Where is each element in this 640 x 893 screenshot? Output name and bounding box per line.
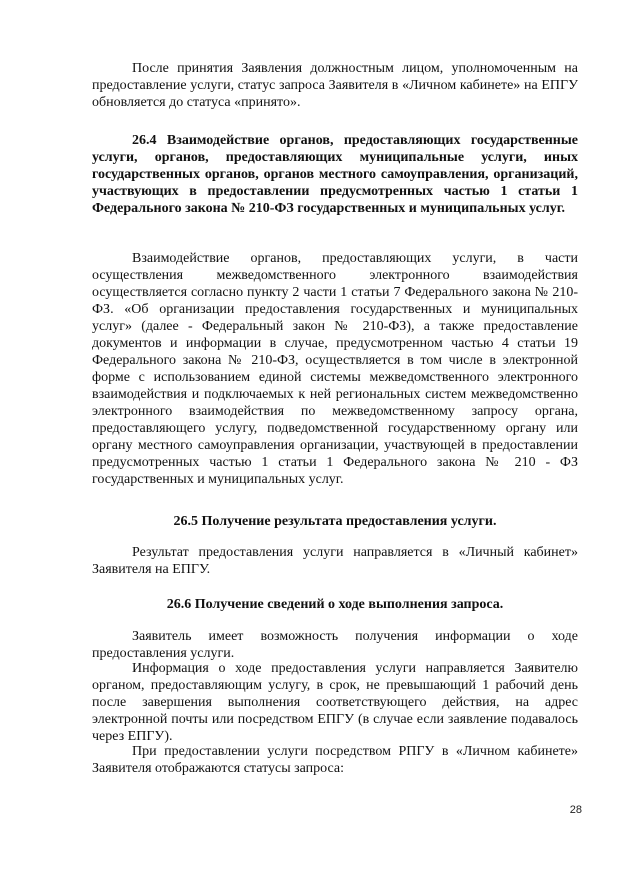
section-26-5-heading: 26.5 Получение результата предоставления услуги. [173,514,497,529]
section-26-6-heading: 26.6 Получение сведений о ходе выполнения запроса. [166,597,504,612]
section-26-6-paragraph-2: Информация о ходе предоставления услуги направляется Заявителю органом, предоставляющим услугу, в срок, не превышающий 1 рабочий день после завершения выполнения соответствующего действия, на адрес электронной почты или посредством ЕПГУ (в случае если заявление подавалось через ЕПГУ). [92,661,578,744]
page-number: 28 [569,804,582,816]
section-26-6-paragraph-3: При предоставлении услуги посредством РПГУ в «Личном кабинете» Заявителя отображаются статусы запроса: [92,744,578,776]
section-26-4-paragraph: Взаимодействие органов, предоставляющих услуги, в части осуществления межведомственного электронного взаимодействия осуществляется согласно пункту 2 части 1 статьи 7 Федерального закона № 210-ФЗ. «Об организации предоставления государственных и муниципальных услуг» (далее - Федеральный закон № 210-ФЗ), а также предоставление документов и информации в случае, предусмотренном частью 4 статьи 19 Федерального закона № 210-ФЗ, осуществляется в том числе в электронной форме с использованием единой системы межведомственного электронного взаимодействия и подключаемых к ней региональных систем межведомственно электронного взаимодействия по межведомственному запросу органа, предоставляющего услугу, подведомственной государственному органу или органу местного самоуправления организации, участвующей в предоставлении предусмотренных частью 1 статьи 1 Федерального закона № 210 - ФЗ государственных и муниципальных услуг. [92,251,578,487]
intro-paragraph: После принятия Заявления должностным лицом, уполномоченным на предоставление услуги, статус запроса Заявителя в «Личном кабинете» на ЕПГУ обновляется до статуса «принято». [92,61,578,110]
section-26-5-paragraph: Результат предоставления услуги направляется в «Личный кабинет» Заявителя на ЕПГУ. [92,545,578,577]
section-26-4-heading: 26.4 Взаимодействие органов, предоставляющих государственные услуги, органов, предоставляющих муниципальные услуги, иных государственных органов, органов местного самоуправления, организаций, участвующих в предоставлении предусмотренных частью 1 статьи 1 Федерального закона № 210-ФЗ государственных и муниципальных услуг. [92,133,578,216]
section-26-6-paragraph-1: Заявитель имеет возможность получения информации о ходе предоставления услуги. [92,629,578,661]
